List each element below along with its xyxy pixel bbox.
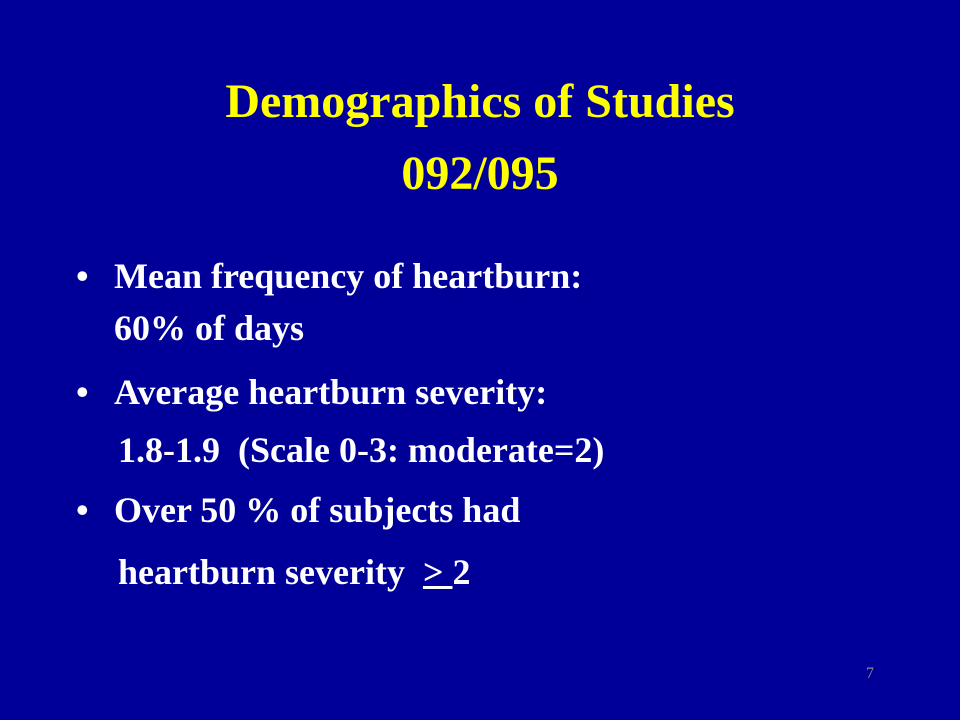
slide-title-line-2: 092/095 <box>401 147 559 200</box>
slide-title-line-1: Demographics of Studies <box>225 75 735 128</box>
bullet-1-line-1: Mean frequency of heartburn: <box>114 256 583 296</box>
bullet-3-line-2-suffix: 2 <box>452 552 471 592</box>
bullet-2-continuation: 1.8-1.9 (Scale 0-3: moderate=2) <box>118 430 605 470</box>
bullet-2-line-1: Average heartburn severity: <box>114 372 548 412</box>
bullet-3-line-2 <box>118 552 470 592</box>
bullet-3-line-1: Over 50 % of subjects had <box>114 490 521 530</box>
bullet-1-marker: • <box>76 256 89 296</box>
slide-title <box>0 66 960 210</box>
bullet-2-marker: • <box>76 372 89 412</box>
bullet-3-marker: • <box>76 490 89 530</box>
bullet-1-line-2: 60% of days <box>114 308 305 348</box>
greater-than-or-equal-symbol: > <box>422 552 453 592</box>
slide-number: 7 <box>866 665 874 682</box>
bullet-3-line-2-prefix: heartburn severity <box>118 552 423 592</box>
